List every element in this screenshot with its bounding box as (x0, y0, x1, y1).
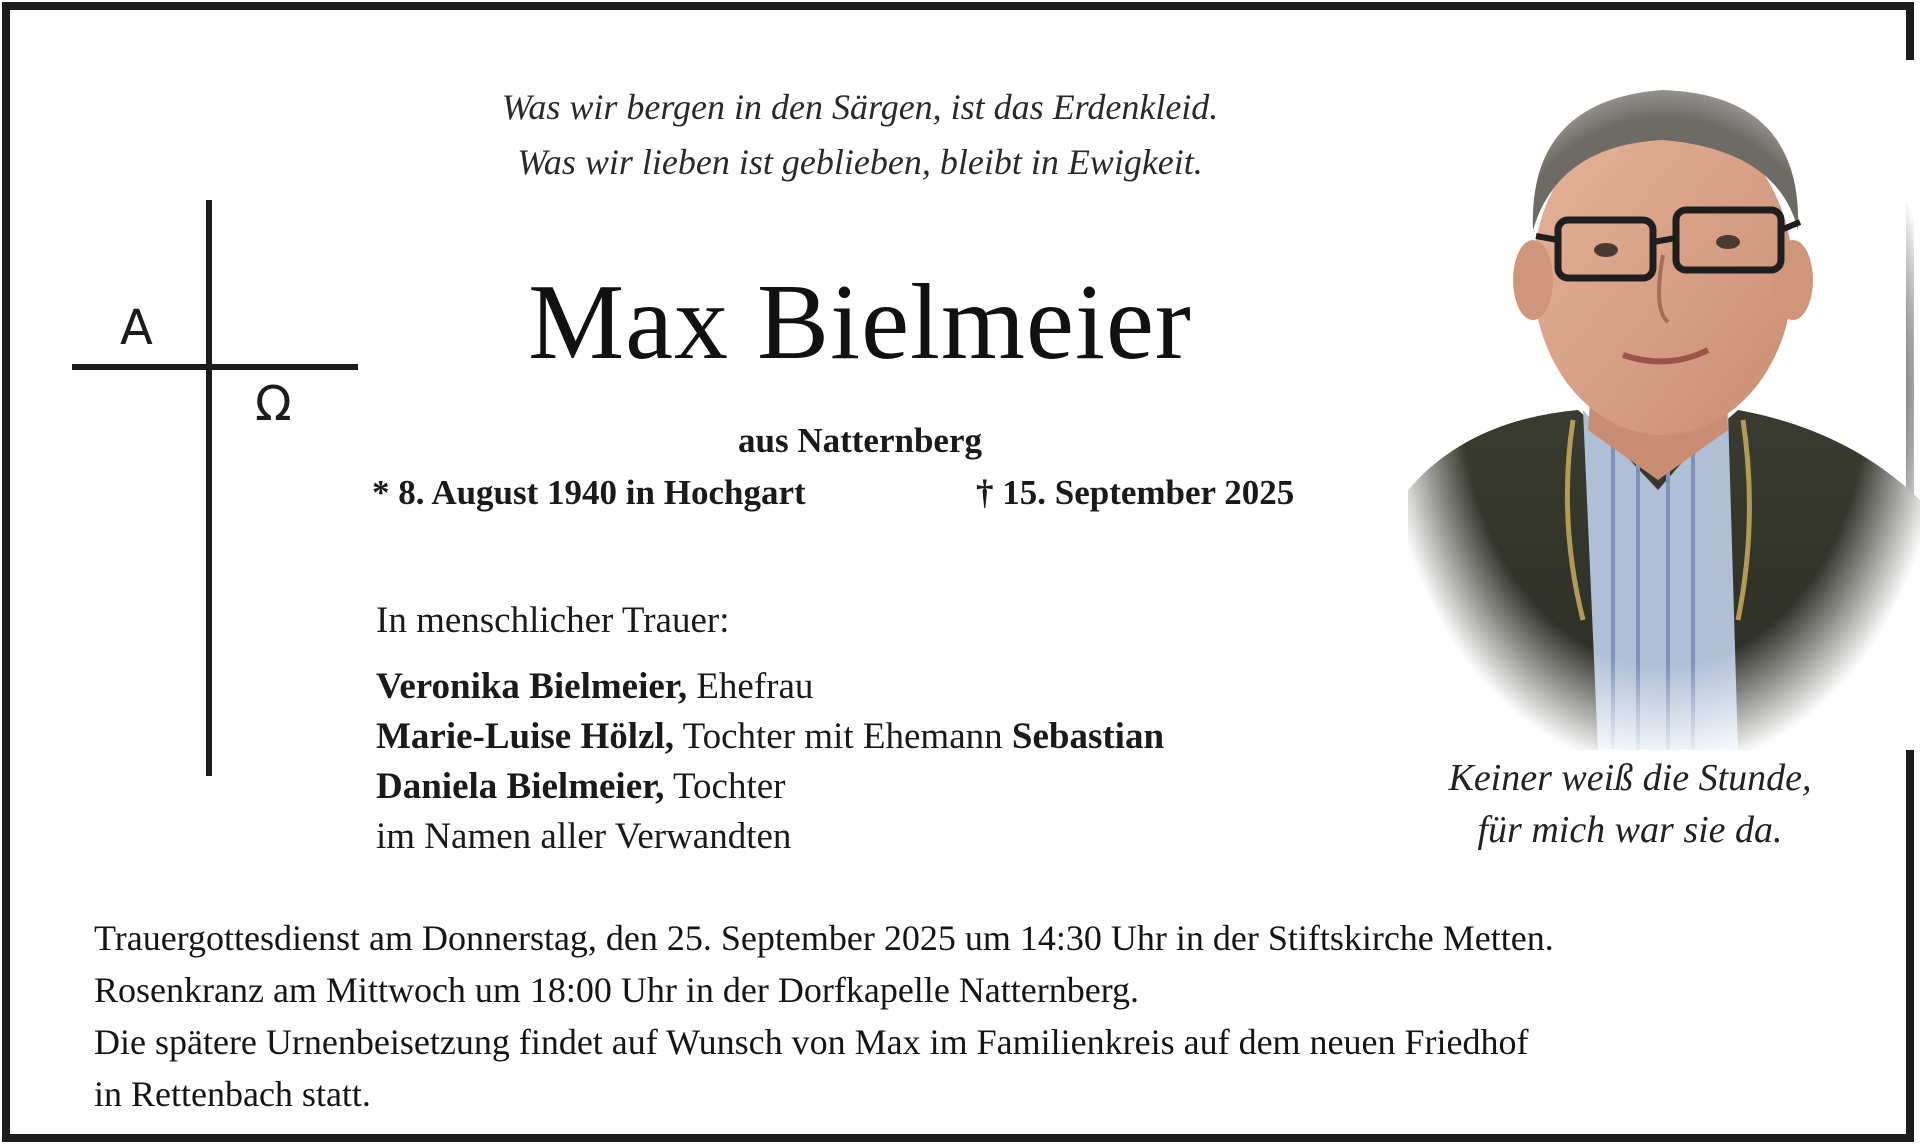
closing-quote (1390, 752, 1870, 856)
mourner-name: Marie-Luise Hölzl, (376, 716, 674, 757)
service-line-4: in Rettenbach statt. (94, 1074, 371, 1114)
mourners-closing: im Namen aller Verwandten (376, 816, 792, 857)
portrait-photo (1408, 60, 1920, 750)
obituary-card (2, 2, 1914, 1142)
mourner-entry (376, 762, 1356, 812)
quote-line-2: für mich war sie da. (1477, 809, 1783, 851)
mourner-spouse-name: Sebastian (1011, 716, 1165, 757)
deceased-origin: aus Natternberg (738, 421, 982, 460)
deceased-name: Max Bielmeier (528, 263, 1192, 382)
alpha-symbol: A (120, 300, 153, 356)
birth-date: * 8. August 1940 in Hochgart (372, 473, 806, 512)
service-line-3: Die spätere Urnenbeisetzung findet auf Wunsch von Max im Familienkreis auf dem neuen Friedhof (94, 1022, 1529, 1062)
mourners-intro: In menschlicher Trauer: (376, 600, 730, 641)
mourner-entry (376, 712, 1356, 762)
death-date: † 15. September 2025 (976, 473, 1295, 512)
cross-vertical-beam (206, 200, 212, 776)
mourner-entry (376, 662, 1356, 712)
quote-line-1: Keiner weiß die Stunde, (1448, 757, 1812, 799)
cross-horizontal-beam (72, 364, 358, 370)
mourner-name: Veronika Bielmeier, (376, 666, 688, 707)
omega-symbol: Ω (255, 376, 292, 432)
service-line-2: Rosenkranz am Mittwoch um 18:00 Uhr in der Dorfkapelle Natternberg. (94, 970, 1140, 1010)
motto-verse (420, 80, 1300, 190)
mourner-relation: Tochter mit Ehemann (674, 716, 1012, 757)
mourner-relation: Ehefrau (687, 666, 814, 707)
mourner-relation: Tochter (664, 766, 786, 807)
service-information (94, 912, 1874, 1120)
mourner-name: Daniela Bielmeier, (376, 766, 665, 807)
motto-line-2: Was wir lieben ist geblieben, bleibt in Ewigkeit. (517, 142, 1203, 182)
mourners-list (376, 596, 1356, 862)
service-line-1: Trauergottesdienst am Donnerstag, den 25. September 2025 um 14:30 Uhr in der Stiftskirche Metten. (94, 918, 1554, 958)
motto-line-1: Was wir bergen in den Särgen, ist das Erdenkleid. (501, 87, 1219, 127)
